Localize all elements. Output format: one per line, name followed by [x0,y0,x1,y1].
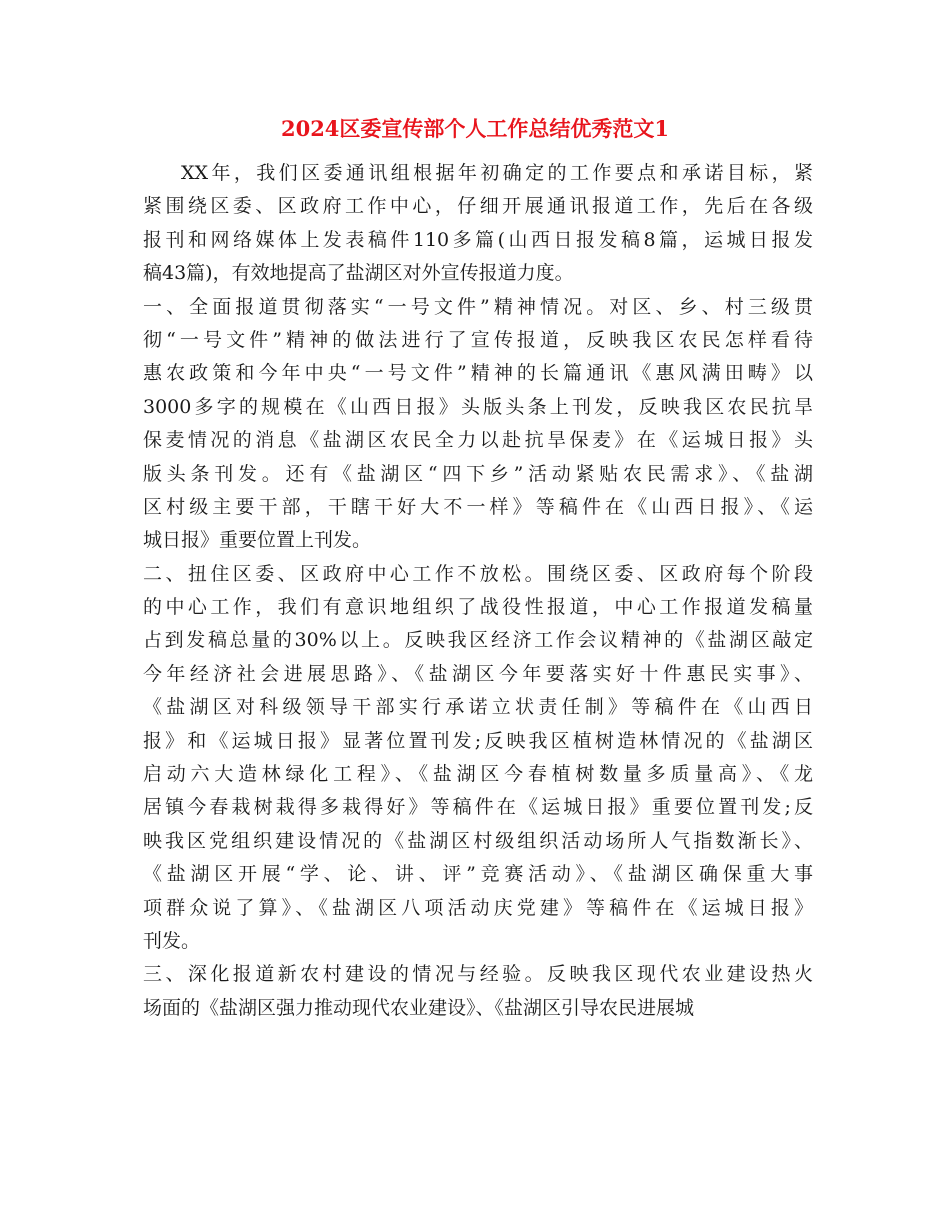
paragraph-line: 映我区党组织建设情况的《盐湖区村级组织活动场所人气指数渐长》、 [143,829,813,852]
document-title: 2024区委宣传部个人工作总结优秀范文1 [280,116,670,141]
paragraph-line: 《盐湖区开展“学、论、讲、评”竞赛活动》、《盐湖区确保重大事 [143,863,813,886]
paragraph-line: 占到发稿总量的30%以上。反映我区经济工作会议精神的《盐湖区敲定 [143,629,813,652]
paragraph-line: 报》和《运城日报》显著位置刊发;反映我区植树造林情况的《盐湖区 [143,729,813,752]
paragraph-line: 稿43篇)，有效地提高了盐湖区对外宣传报道力度。 [143,262,574,285]
paragraph-line: 刊发。 [143,929,201,952]
paragraph-line: 《盐湖区对科级领导干部实行承诺立状责任制》等稿件在《山西日 [143,696,813,719]
paragraph-line: 启动六大造林绿化工程》、《盐湖区今春植树数量多质量高》、《龙 [143,763,813,786]
paragraph-line: 区村级主要干部，干瞎干好大不一样》等稿件在《山西日报》、《运 [143,495,813,518]
paragraph-line: 的中心工作，我们有意识地组织了战役性报道，中心工作报道发稿量 [143,596,813,619]
paragraph-line: 报刊和网络媒体上发表稿件110多篇(山西日报发稿8篇，运城日报发 [143,228,813,251]
paragraph-line: 3000多字的规模在《山西日报》头版头条上刊发，反映我区农民抗旱 [143,395,813,418]
paragraph-line: 场面的《盐湖区强力推动现代农业建设》、《盐湖区引导农民进展城 [143,996,695,1019]
paragraph-line: 项群众说了算》、《盐湖区八项活动庆党建》等稿件在《运城日报》 [143,896,813,919]
paragraph [143,958,813,1025]
paragraph-line: 版头条刊发。还有《盐湖区“四下乡”活动紧贴农民需求》、《盐湖 [143,462,813,485]
paragraph-line: 城日报》重要位置上刊发。 [143,529,372,552]
paragraph-line: 居镇今春栽树栽得多栽得好》等稿件在《运城日报》重要位置刊发;反 [143,796,813,819]
document-body [143,157,813,1025]
paragraph-line: 彻“一号文件”精神的做法进行了宣传报道，反映我区农民怎样看待 [143,328,813,351]
paragraph-line: 今年经济社会进展思路》、《盐湖区今年要落实好十件惠民实事》、 [143,662,813,685]
paragraph-line: 紧围绕区委、区政府工作中心，仔细开展通讯报道工作，先后在各级 [143,195,813,218]
paragraph-line: 一、全面报道贯彻落实“一号文件”精神情况。对区、乡、村三级贯 [143,295,813,318]
paragraph-line: 二、扭住区委、区政府中心工作不放松。围绕区委、区政府每个阶段 [143,562,813,585]
paragraph-line: XX年，我们区委通讯组根据年初确定的工作要点和承诺目标，紧 [181,162,813,184]
paragraph-line: 保麦情况的消息《盐湖区农民全力以赴抗旱保麦》在《运城日报》头 [143,429,813,452]
paragraph [143,291,813,558]
paragraph-line: 惠农政策和今年中央“一号文件”精神的长篇通讯《惠风满田畴》以 [143,362,813,385]
paragraph [143,157,813,291]
paragraph [143,558,813,959]
paragraph-line: 三、深化报道新农村建设的情况与经验。反映我区现代农业建设热火 [143,963,813,986]
